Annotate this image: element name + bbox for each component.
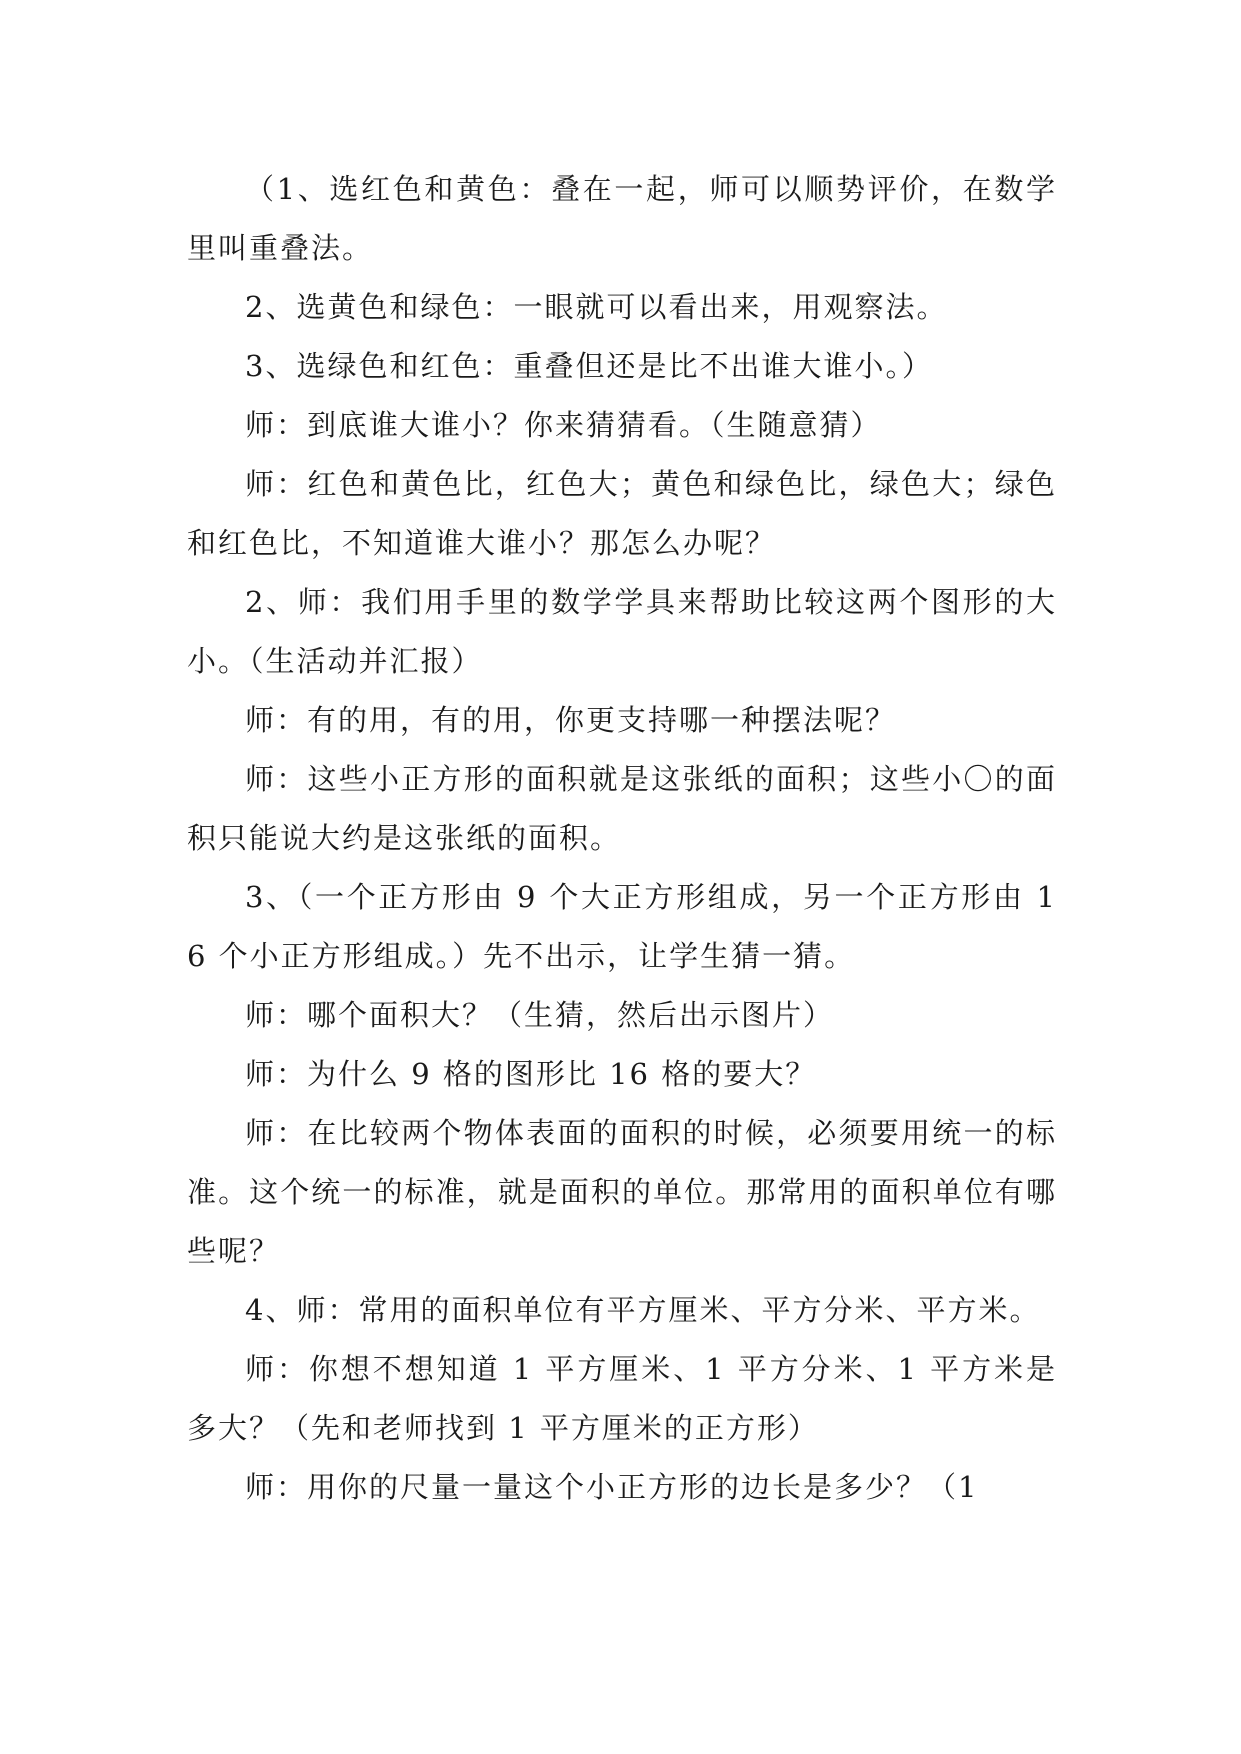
paragraph: 师：这些小正方形的面积就是这张纸的面积；这些小〇的面积只能说大约是这张纸的面积。: [187, 762, 1057, 855]
paragraph: 师：红色和黄色比，红色大；黄色和绿色比，绿色大；绿色和红色比，不知道谁大谁小？那怎么办呢？: [187, 467, 1057, 560]
paragraph: 师：你想不想知道 1 平方厘米、1 平方分米、1 平方米是多大？（先和老师找到 1 平方厘米的正方形）: [187, 1352, 1057, 1445]
paragraph: 4、师：常用的面积单位有平方厘米、平方分米、平方米。: [245, 1293, 1041, 1327]
paragraph: （1、选红色和黄色：叠在一起，师可以顺势评价，在数学里叫重叠法。: [187, 172, 1057, 265]
paragraph: 师：用你的尺量一量这个小正方形的边长是多少？（1: [245, 1470, 979, 1504]
paragraph: 3、（一个正方形由 9 个大正方形组成，另一个正方形由 16 个小正方形组成。）先不出示，让学生猜一猜。: [187, 880, 1057, 973]
paragraph: 3、选绿色和红色：重叠但还是比不出谁大谁小。）: [245, 349, 933, 383]
paragraph: 师：哪个面积大？（生猜，然后出示图片）: [245, 998, 835, 1032]
paragraph: 师：到底谁大谁小？你来猜猜看。（生随意猜）: [245, 408, 882, 442]
paragraph: 师：为什么 9 格的图形比 16 格的要大？: [245, 1057, 817, 1091]
document-body: [187, 160, 1057, 1517]
paragraph: 师：有的用，有的用，你更支持哪一种摆法呢？: [245, 703, 897, 737]
paragraph: 2、师：我们用手里的数学学具来帮助比较这两个图形的大小。（生活动并汇报）: [187, 585, 1057, 678]
paragraph: 2、选黄色和绿色：一眼就可以看出来，用观察法。: [245, 290, 948, 324]
paragraph: 师：在比较两个物体表面的面积的时候，必须要用统一的标准。这个统一的标准，就是面积的单位。那常用的面积单位有哪些呢？: [187, 1116, 1057, 1268]
